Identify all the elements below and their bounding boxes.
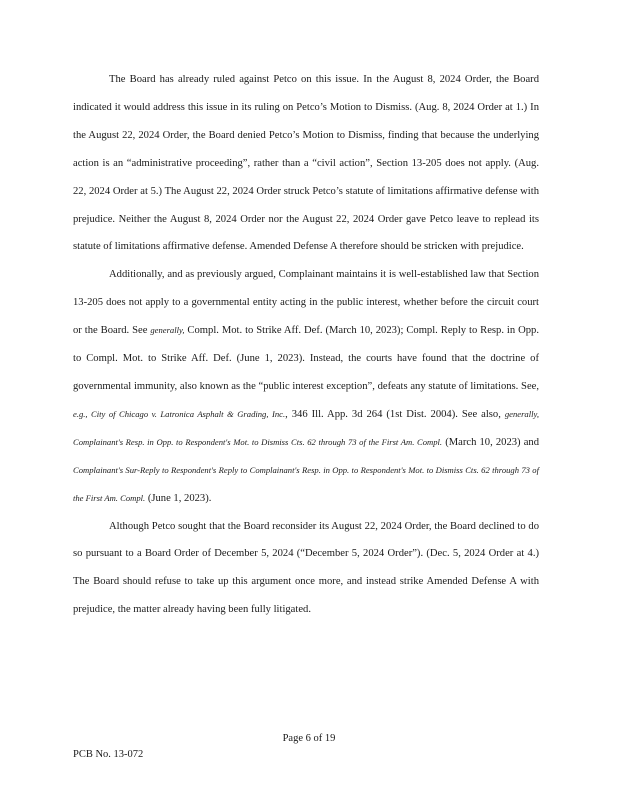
docket-number: PCB No. 13-072 [73, 749, 144, 760]
page-number: Page 6 of 19 [282, 733, 336, 744]
text-segment: , 346 Ill. App. 3d 264 (1st Dist. 2004). See also, [285, 408, 505, 420]
text-segment: Additionally, and as previously argued, Complainant maintains it is well-established law that Section 13-205 does not apply to a governmental entity acting in the public interest, whether before the circuit court or the Board. See [73, 269, 539, 337]
text-segment: (March 10, 2023) and [442, 436, 539, 448]
paragraph-3 [73, 513, 539, 625]
text-segment: The Board has already ruled against Petco on this issue. In the August 8, 2024 Order, the Board indicated it would address this issue in its ruling on Petco’s Motion to Dismiss. (Aug. 8, 2024 Order at 1.) In the August 22, 2024 Order, the Board denied Petco’s Motion to Dismiss, finding that because the underlying action is an “administrative proceeding”, rather than a “civil action”, Section 13-205 does not apply. (Aug. 22, 2024 Order at 5.) The August 22, 2024 Order struck Petco’s statute of limitations affirmative defense with prejudice. Neither the August 8, 2024 Order nor the August 22, 2024 Order gave Petco leave to replead its statute of limitations affirmative defense. Amended Defense A therefore should be stricken with prejudice. [73, 74, 539, 253]
filing-citation: Complainant's Sur-Reply to Respondent's Reply to Complainant's Resp. in Opp. to Respondent's Mot. to Dismiss Cts. 62 through 73 of the First Am. Compl. [73, 464, 539, 503]
case-citation: e.g., City of Chicago v. Latronica Asphalt & Grading, Inc. [73, 408, 286, 419]
paragraph-2 [73, 261, 539, 512]
text-segment: Although Petco sought that the Board reconsider its August 22, 2024 Order, the Board declined to do so pursuant to a Board Order of December 5, 2024 (“December 5, 2024 Order”). (Dec. 5, 2024 Order at 4.) The Board should refuse to take up this argument once more, and instead strike Amended Defense A with prejudice, the matter already having been fully litigated. [73, 520, 539, 616]
body-text [73, 66, 539, 624]
filing-citation: generally, Complainant's Resp. in Opp. to Respondent's Mot. to Dismiss Cts. 62 through 73 of the First Am. Compl. [73, 408, 539, 447]
citation-signal: generally, [150, 325, 185, 336]
text-segment: Compl. Mot. to Strike Aff. Def. (March 10, 2023); Compl. Reply to Resp. in Opp. to Compl. Mot. to Strike Aff. Def. (June 1, 2023). Instead, the courts have found that the doctrine of governmental immunity, also known as the “public interest exception”, defeats any statute of limitations. See, [73, 325, 540, 392]
text-segment: (June 1, 2023). [145, 492, 212, 504]
paragraph-1 [73, 66, 539, 261]
